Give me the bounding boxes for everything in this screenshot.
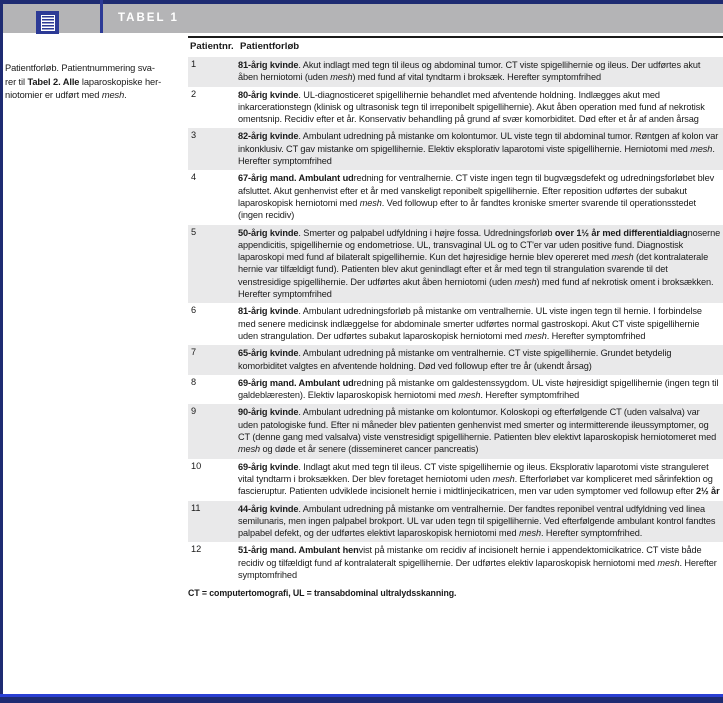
patient-number: 10 (191, 460, 202, 471)
bottom-border-rule (0, 694, 723, 703)
patient-number: 4 (191, 172, 197, 183)
table-row (188, 501, 723, 543)
table-header-row (188, 36, 723, 57)
table-row (188, 459, 723, 501)
table-row (188, 57, 723, 87)
patient-description: 51-årig mand. Ambulant henvist på mistanke om recidiv af incisionelt hernie i appendektomicikatrice. CT viste både recidiv og tilfældigt fund af kontralateralt spigellihernie. Der udførtes elektiv laparoskopisk herniotomi med mesh. Herefter symptomfrihed (238, 545, 717, 580)
patient-number: 11 (191, 502, 201, 513)
patient-description: 44-årig kvinde. Ambulant udredning på mistanke om ventralhernie. Der fandtes reponibel ventral udfyldning ved linea semilunaris, men ingen palpabel brokport. UL var uden tegn til spigellihernie. Ved efterfølgende ambulant kontrol fandtes palpabel defekt, og der udførtes elektivt laparoskopisk herniotomi med mesh. Herefter symptomfrihed. (238, 503, 716, 539)
table-title: TABEL 1 (118, 12, 179, 24)
table-icon-glyph (41, 15, 55, 31)
patient-description: 81-årig kvinde. Akut indlagt med tegn til ileus og abdominal tumor. CT viste spigellihernie og ileus. Der udførtes akut åben herniotomi (uden mesh) med fund af vital tyndtarm i broksæk. Herefter symptomfrihed (238, 60, 701, 83)
patient-table (188, 36, 723, 598)
table-footnote: CT = computertomografi, UL = transabdominal ultralydsskanning. (188, 588, 457, 599)
patient-number: 1 (191, 59, 197, 69)
table-row (188, 225, 723, 304)
table-body (188, 57, 723, 584)
patient-description: 69-årig kvinde. Indlagt akut med tegn til ileus. CT viste spigellihernie og ileus. Eksplorativ laparotomi viste stranguleret vital tyndtarm i broksækken. Der blev foretaget herniotomi uden mesh. Efterforløbet var kompliceret med sårinfektion og fascieruptur. Patienten udviklede incisionelt hernie i midtlinjecikatricen, men var uden symptomer ved followup efter 2½ år (238, 461, 720, 497)
table-row (188, 375, 723, 405)
column-header-patientnr: Patientnr. (190, 41, 234, 52)
table-row (188, 87, 723, 129)
caption-line: rer til Tabel 2. Alle laparoskopiske her- (5, 76, 162, 87)
patient-number: 9 (191, 406, 197, 417)
patient-description: 65-årig kvinde. Ambulant udredning på mistanke om ventralhernie. CT viste spigellihernie. Grundet betydelig komorbiditet valgtes en afventende holdning. Død ved followup efter tre år (ukendt årsag) (238, 348, 672, 371)
table-row (188, 404, 723, 458)
patient-description: 67-årig mand. Ambulant udredning for ventralhernie. CT viste ingen tegn til bugvægsdefekt og udredningsforløbet blev afsluttet. Akut genhenvist efter et år med vanskeligt reponibelt spigellihernie. Efter reposition udførtes der subakut laparoskopisk herniotomi med mesh. Ved followup efter to år fandtes kroniske smerter svarende til operationsstedet (ingen recidiv) (238, 173, 715, 221)
patient-number: 3 (191, 130, 197, 141)
table-row (188, 303, 723, 345)
table-caption (5, 62, 187, 103)
patient-description: 81-årig kvinde. Ambulant udredningsforløb på mistanke om ventralhernie. UL viste ingen tegn til hernie. I forbindelse med senere medicinsk indlæggelse for abdominale smerter udførtes normal gastroskopi. Akut CT viste spigellihernie uden strangulation. Der udførtes subakut laparoskopisk herniotomi med mesh. Herefter symptomfrihed (238, 306, 702, 341)
header-divider (100, 0, 103, 33)
table-row (188, 345, 723, 375)
patient-number: 7 (191, 347, 197, 358)
caption-line: niotomier er udført med mesh. (5, 90, 127, 101)
caption-line: Patientforløb. Patientnummering sva- (5, 63, 155, 73)
patient-number: 5 (191, 226, 197, 237)
table-header-bar (3, 4, 723, 33)
patient-number: 12 (191, 544, 202, 555)
table-row (188, 128, 723, 170)
column-header-patientforlob: Patientforløb (240, 41, 300, 52)
patient-description: 50-årig kvinde. Smerter og palpabel udfyldning i højre fossa. Udredningsforløb over 1½ år med differentialdiagnoserne appendicitis, spigellihernie og endometriose. UL, transvaginal UL og to CT'er var uden positive fund. Diagnostisk laparoskopi med fund af bilateralt spigellihernie. Kun det højresidige hernie blev opereret med mesh (det kontralaterale hernie var tilfældigt fund). Patienten blev akut genindlagt efter et år med tegn til strangulation svarende til det venstresidige spigellihernie. Der udførtes akut åben herniotomi (uden mesh) med fund af nekrotisk oment i broksækken. Herefter symptomfrihed (238, 227, 721, 300)
table-row (188, 542, 723, 584)
left-border-rule (0, 0, 3, 703)
patient-number: 2 (191, 88, 197, 99)
table-row (188, 170, 723, 224)
patient-description: 82-årig kvinde. Ambulant udredning på mistanke om kolontumor. UL viste tegn til abdominal tumor. Røntgen af kolon var inkonklusiv. CT gav mistanke om spigellihernie. Elektiv eksplorativ laparotomi viste spigellihernie. Herniotomi med mesh. Herefter symptomfrihed (238, 131, 719, 167)
table-icon (36, 11, 59, 34)
patient-number: 6 (191, 305, 197, 316)
patient-description: 69-årig mand. Ambulant udredning på mistanke om galdestenssygdom. UL viste højresidigt spigellihernie (ingen tegn til galdeblæresten). Elektiv laparoskopisk herniotomi med mesh. Herefter symptomfrihed (238, 377, 719, 401)
patient-number: 8 (191, 376, 197, 387)
patient-description: 80-årig kvinde. UL-diagnosticeret spigellihernie behandlet med afventende holdning. Indlægges akut med inkarcerationstegn (klinisk og ultrasonisk tegn til irreponibelt spigellihernie). Akut åben operation med fund af nekrotisk omentsnip. Recidiv efter et år. Konservativ behandling på grund af svær komorbiditet. Død efter et år af anden årsag (238, 89, 705, 125)
patient-description: 90-årig kvinde. Ambulant udredning på mistanke om kolontumor. Koloskopi og efterfølgende CT (uden valsalva) var uden patologiske fund. Efter ni måneder blev patienten genhenvist med smerter og intermitterende ileussymptomer, og CT (denne gang med valsalva) viste venstresidigt spigellihernie. Patienten blev elektivt laparoskopisk herniotomeret med mesh og døde et år senere (dissemineret cancer pancreatis) (238, 407, 717, 455)
